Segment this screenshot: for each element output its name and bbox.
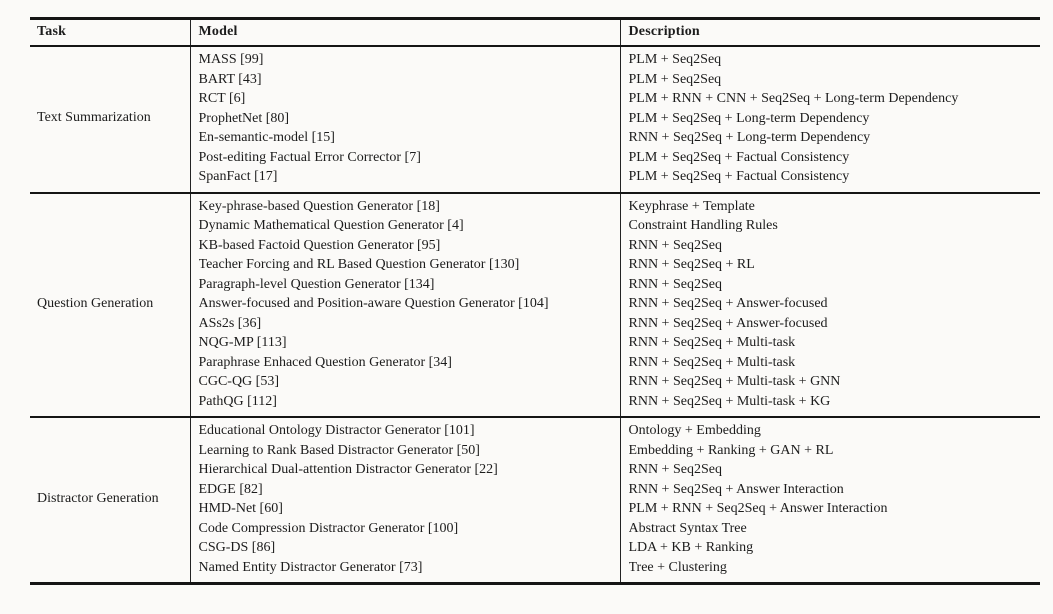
description-entry: Abstract Syntax Tree bbox=[628, 520, 747, 536]
table-header-row bbox=[30, 19, 1040, 47]
description-entry: PLM + Seq2Seq + Long-term Dependency bbox=[628, 110, 870, 126]
column-header-description: Description bbox=[620, 19, 1040, 47]
task-label: Distractor Generation bbox=[30, 417, 190, 584]
model-entry: CSG-DS [86] bbox=[198, 540, 276, 555]
description-entry: Ontology + Embedding bbox=[628, 423, 761, 438]
model-entry: NQG-MP [113] bbox=[198, 335, 287, 350]
task-label: Text Summarization bbox=[37, 110, 151, 126]
description-entry: PLM + RNN + Seq2Seq + Answer Interaction bbox=[628, 501, 888, 516]
model-entry: Post-editing Factual Error Corrector [7] bbox=[198, 149, 421, 165]
description-entry: PLM + Seq2Seq bbox=[628, 52, 722, 67]
model-entry: CGC-QG [53] bbox=[198, 374, 279, 389]
description-entry: PLM + Seq2Seq + Factual Consistency bbox=[628, 149, 850, 165]
description-entry: RNN + Seq2Seq + Multi-task + GNN bbox=[628, 374, 841, 389]
model-entry: Educational Ontology Distractor Generator [101] bbox=[198, 423, 475, 438]
section-distractor-generation bbox=[30, 417, 1040, 584]
description-entry: RNN + Seq2Seq + Answer-focused bbox=[628, 315, 828, 331]
model-entry: MASS [99] bbox=[198, 52, 264, 67]
column-header-task: Task bbox=[30, 19, 190, 47]
description-cell bbox=[620, 193, 1040, 418]
section-text-summarization bbox=[30, 46, 1040, 193]
model-entry: ASs2s [36] bbox=[198, 315, 262, 331]
model-entry: En-semantic-model [15] bbox=[198, 130, 335, 145]
description-entry: RNN + Seq2Seq + Answer-focused bbox=[628, 296, 828, 311]
model-cell bbox=[190, 417, 620, 584]
description-entry: RNN + Seq2Seq bbox=[628, 276, 722, 292]
task-model-description-table bbox=[30, 17, 1040, 585]
model-entry: Hierarchical Dual-attention Distractor Generator [22] bbox=[198, 462, 498, 477]
description-entry: Tree + Clustering bbox=[628, 559, 727, 575]
description-entry: PLM + RNN + CNN + Seq2Seq + Long-term Dependency bbox=[628, 91, 959, 106]
description-entry: RNN + Seq2Seq + Multi-task bbox=[628, 354, 796, 370]
description-entry: Embedding + Ranking + GAN + RL bbox=[628, 442, 834, 458]
section-question-generation bbox=[30, 193, 1040, 418]
model-entry: Dynamic Mathematical Question Generator [4] bbox=[198, 218, 464, 233]
model-entry: Key-phrase-based Question Generator [18] bbox=[198, 198, 440, 214]
description-entry: RNN + Seq2Seq bbox=[628, 237, 722, 253]
model-cell bbox=[190, 46, 620, 193]
description-entry: RNN + Seq2Seq + Multi-task + KG bbox=[628, 393, 831, 409]
description-entry: RNN + Seq2Seq + RL bbox=[628, 257, 755, 272]
description-entry: RNN + Seq2Seq + Multi-task bbox=[628, 335, 796, 350]
model-entry: Paraphrase Enhaced Question Generator [34] bbox=[198, 354, 452, 370]
model-entry: Code Compression Distractor Generator [100] bbox=[198, 520, 459, 536]
model-entry: Named Entity Distractor Generator [73] bbox=[198, 559, 423, 575]
model-entry: Teacher Forcing and RL Based Question Generator [130] bbox=[198, 257, 520, 272]
task-label: Question Generation bbox=[30, 193, 190, 418]
model-entry: EDGE [82] bbox=[198, 481, 263, 497]
model-entry: RCT [6] bbox=[198, 91, 246, 106]
description-cell bbox=[620, 417, 1040, 584]
description-cell bbox=[620, 46, 1040, 193]
description-entry: RNN + Seq2Seq bbox=[628, 462, 722, 477]
model-entry: KB-based Factoid Question Generator [95] bbox=[198, 237, 441, 253]
description-entry: Constraint Handling Rules bbox=[628, 218, 778, 233]
model-entry: BART [43] bbox=[198, 71, 262, 87]
description-entry: Keyphrase + Template bbox=[628, 198, 755, 214]
description-entry: PLM + Seq2Seq bbox=[628, 71, 722, 87]
model-entry: HMD-Net [60] bbox=[198, 501, 283, 516]
model-entry: SpanFact [17] bbox=[198, 169, 278, 184]
model-entry: ProphetNet [80] bbox=[198, 110, 290, 126]
model-entry: Learning to Rank Based Distractor Generator [50] bbox=[198, 442, 480, 458]
description-entry: PLM + Seq2Seq + Factual Consistency bbox=[628, 169, 850, 184]
model-entry: PathQG [112] bbox=[198, 393, 277, 409]
description-entry: RNN + Seq2Seq + Long-term Dependency bbox=[628, 130, 871, 145]
model-cell bbox=[190, 193, 620, 418]
model-entry: Paragraph-level Question Generator [134] bbox=[198, 276, 435, 292]
description-entry: LDA + KB + Ranking bbox=[628, 540, 754, 555]
column-header-model: Model bbox=[190, 19, 620, 47]
description-entry: RNN + Seq2Seq + Answer Interaction bbox=[628, 481, 844, 497]
model-entry: Answer-focused and Position-aware Question Generator [104] bbox=[198, 296, 549, 311]
